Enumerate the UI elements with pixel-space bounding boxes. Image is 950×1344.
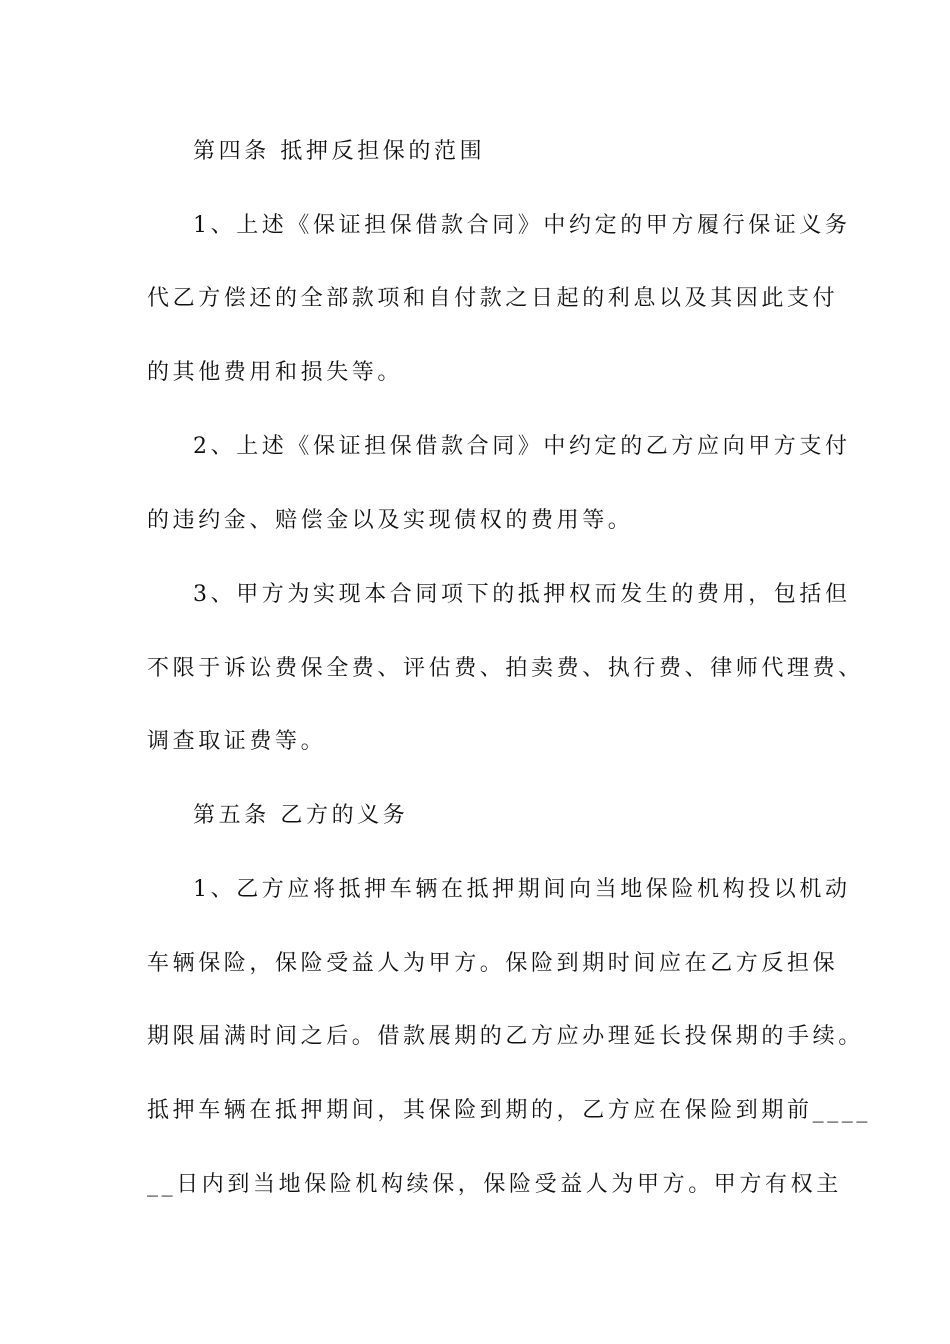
paragraph-line: 代乙方偿还的全部款项和自付款之日起的利息以及其因此支付 (147, 286, 839, 311)
section-heading-article-4: 第四条 抵押反担保的范围 (193, 139, 486, 164)
paragraph-line: 抵押车辆在抵押期间，其保险到期的，乙方应在保险到期前____ (147, 1098, 872, 1123)
paragraph-line: 不限于诉讼费保全费、评估费、拍卖费、执行费、律师代理费、 (147, 656, 864, 681)
section-heading-article-5: 第五条 乙方的义务 (193, 803, 409, 828)
paragraph-line: 的其他费用和损失等。 (147, 360, 404, 385)
paragraph-line: __日内到当地保险机构续保，保险受益人为甲方。甲方有权主 (147, 1172, 842, 1197)
paragraph-line: 期限届满时间之后。借款展期的乙方应办理延长投保期的手续。 (147, 1024, 864, 1049)
paragraph-line: 3、甲方为实现本合同项下的抵押权而发生的费用，包括但 (193, 582, 851, 607)
paragraph-line: 1、乙方应将抵押车辆在抵押期间向当地保险机构投以机动 (193, 877, 851, 902)
paragraph-line: 的违约金、赔偿金以及实现债权的费用等。 (147, 508, 634, 533)
paragraph-line: 2、上述《保证担保借款合同》中约定的乙方应向甲方支付 (193, 434, 851, 459)
paragraph-line: 车辆保险，保险受益人为甲方。保险到期时间应在乙方反担保 (147, 951, 839, 976)
paragraph-line: 调查取证费等。 (147, 729, 327, 754)
paragraph-line: 1、上述《保证担保借款合同》中约定的甲方履行保证义务 (193, 213, 851, 238)
